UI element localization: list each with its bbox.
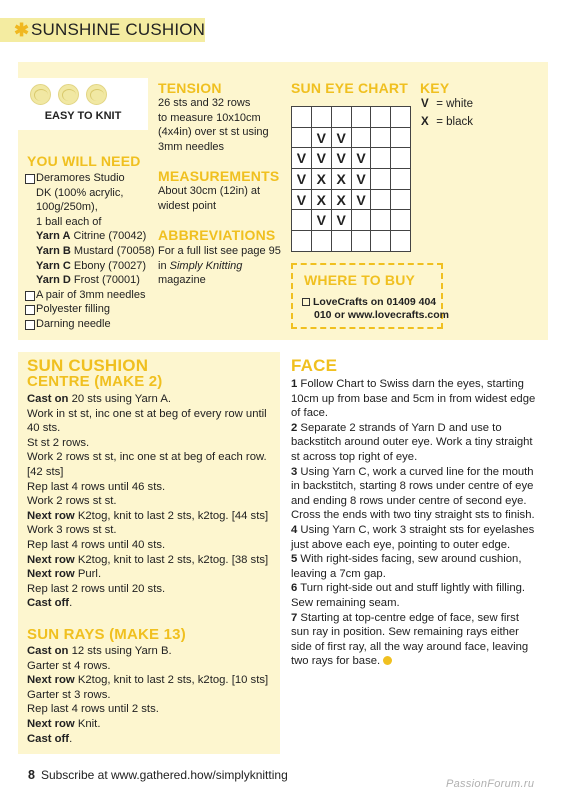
chart-cell <box>292 107 312 128</box>
chart-cell <box>371 210 391 231</box>
chart-cell: V <box>331 127 351 148</box>
chart-cell: X <box>311 169 331 190</box>
chart-cell <box>351 127 371 148</box>
face-instructions <box>291 377 546 669</box>
chart-cell <box>391 148 411 169</box>
chart-cell <box>371 189 391 210</box>
chart-row <box>292 148 411 169</box>
face-step-line: st across top right of eye. <box>291 450 418 463</box>
chart-cell <box>351 107 371 128</box>
instruction-line: Rep last 4 rows until 40 sts. <box>27 538 166 551</box>
face-step-line: and ending 8 rows under centre of second eye. <box>291 494 527 507</box>
measurements-text: About 30cm (12in) at widest point <box>158 185 261 212</box>
chart-cell <box>331 231 351 252</box>
instruction-line: Next row Knit. <box>27 717 101 730</box>
instruction-line: Work 3 rows st st. <box>27 524 117 537</box>
tension-text: 26 sts and 32 rows to measure 10x10cm (4x4in) over st st using 3mm needles <box>158 97 269 153</box>
abbreviations-text: For a full list see page 95 in Simply Knitting magazine <box>158 245 281 287</box>
chart-row <box>292 107 411 128</box>
yarn-item: Yarn A Citrine (70042) <box>36 230 147 243</box>
materials-item-cont: 1 ball each of <box>36 215 102 228</box>
chart-row <box>292 210 411 231</box>
chart-cell <box>371 148 391 169</box>
difficulty-label: EASY TO KNIT <box>44 110 122 122</box>
face-step-line: sun ray in position. Sew remaining rays either <box>291 626 519 639</box>
end-mark-icon <box>383 656 392 665</box>
key-heading: KEY <box>420 80 450 96</box>
chart-heading: SUN EYE CHART <box>291 80 408 96</box>
chart-cell: V <box>331 210 351 231</box>
where-to-buy-heading: WHERE TO BUY <box>304 272 416 288</box>
chart-cell <box>371 127 391 148</box>
chart-cell: V <box>351 169 371 190</box>
chart-row <box>292 231 411 252</box>
materials-list <box>25 171 155 332</box>
chart-cell <box>311 107 331 128</box>
sun-eye-chart <box>291 106 411 252</box>
face-step-line: side of first ray, all the way around face, leaving <box>291 640 529 653</box>
instruction-line: Cast on 12 sts using Yarn B. <box>27 645 172 657</box>
face-step-line: 2 Separate 2 strands of Yarn D and use to <box>291 421 502 434</box>
face-step-line: just above each eye, pointing to outer edge. <box>291 538 511 551</box>
sun-rays-heading: SUN RAYS (MAKE 13) <box>27 626 186 643</box>
instruction-line: [42 sts] <box>27 465 64 478</box>
yarn-ball-icon <box>86 84 107 105</box>
materials-item: Polyester filling <box>25 302 155 317</box>
chart-cell <box>351 231 371 252</box>
face-step-line: two rays for base. <box>291 654 546 669</box>
instruction-line: Cast on 20 sts using Yarn A. <box>27 393 172 405</box>
chart-cell: V <box>311 127 331 148</box>
chart-cell <box>371 107 391 128</box>
face-step-line: 6 Turn right-side out and stuff lightly with filling. <box>291 582 526 595</box>
instruction-line: Garter st 4 rows. <box>27 659 111 672</box>
step-number: 2 <box>291 421 298 434</box>
instruction-line: Cast off. <box>27 732 73 745</box>
chart-cell <box>351 210 371 231</box>
you-will-need-heading: YOU WILL NEED <box>27 153 141 169</box>
centre-subheading: CENTRE (MAKE 2) <box>27 373 163 390</box>
instruction-line: Next row Purl. <box>27 568 102 581</box>
chart-cell <box>371 231 391 252</box>
chart-cell: V <box>311 210 331 231</box>
materials-item: Deramores Studio <box>25 171 155 186</box>
face-step-line: Sew remaining seam. <box>291 596 400 609</box>
chart-cell <box>391 107 411 128</box>
step-number: 5 <box>291 553 298 566</box>
face-step-line: in backstitch, starting 8 rows under centre of eye <box>291 480 534 493</box>
key-entry: V = white <box>421 98 473 110</box>
face-step-line: 3 Using Yarn C, work a curved line for the mouth <box>291 465 534 478</box>
chart-cell: V <box>292 148 312 169</box>
chart-cell <box>331 107 351 128</box>
footer <box>28 768 288 782</box>
face-step-line: of face. <box>291 407 329 420</box>
chart-row <box>292 127 411 148</box>
sun-cushion-heading: SUN CUSHION <box>27 356 149 375</box>
chart-cell <box>292 210 312 231</box>
step-number: 1 <box>291 378 298 390</box>
instruction-line: Rep last 4 rows until 46 sts. <box>27 480 166 493</box>
face-step-line: leaving a 7cm gap. <box>291 567 386 580</box>
measurements-heading: MEASUREMENTS <box>158 168 280 184</box>
materials-item: Darning needle <box>25 317 155 332</box>
instruction-line: Work 2 rows st st, inc one st at beg of each row. <box>27 451 267 464</box>
materials-item-cont: 100g/250m), <box>36 201 98 214</box>
chart-cell: X <box>331 169 351 190</box>
step-number: 3 <box>291 465 298 478</box>
face-step-line: backstitch around outer eye. Work a tiny straight <box>291 436 533 449</box>
instruction-line: Next row K2tog, knit to last 2 sts, k2tog. [38 sts] <box>27 553 269 566</box>
instruction-line: Next row K2tog, knit to last 2 sts, k2tog. [10 sts] <box>27 674 269 687</box>
face-step-line: Cross the ends with two tiny straight sts to finish. <box>291 509 535 522</box>
page-title: SUNSHINE CUSHION <box>31 20 206 39</box>
magazine-title: Simply Knitting <box>169 259 243 272</box>
chart-cell <box>391 169 411 190</box>
instruction-line: Next row K2tog, knit to last 2 sts, k2tog. [44 sts] <box>27 509 269 522</box>
chart-row <box>292 169 411 190</box>
chart-cell: V <box>331 148 351 169</box>
face-step-line: 5 With right-sides facing, sew around cushion, <box>291 553 522 566</box>
yarn-item: Yarn D Frost (70001) <box>36 274 140 287</box>
instruction-line: Work 2 rows st st. <box>27 495 117 508</box>
chart-cell: V <box>351 148 371 169</box>
key-entry: X = black <box>421 116 473 128</box>
step-number: 6 <box>291 582 298 595</box>
chart-cell: X <box>331 189 351 210</box>
chart-cell: V <box>292 189 312 210</box>
yarn-item: Yarn C Ebony (70027) <box>36 259 147 272</box>
checkbox-icon <box>302 298 310 306</box>
instruction-line: Work in st st, inc one st at beg of every row until <box>27 407 267 420</box>
tension-heading: TENSION <box>158 80 222 96</box>
instruction-line: St st 2 rows. <box>27 436 90 449</box>
step-number: 7 <box>291 611 298 624</box>
chart-cell <box>311 231 331 252</box>
chart-cell <box>292 231 312 252</box>
abbreviations-heading: ABBREVIATIONS <box>158 227 276 243</box>
chart-cell <box>391 210 411 231</box>
page-number: 8 <box>28 768 35 782</box>
yarn-ball-icon <box>58 84 79 105</box>
chart-cell <box>371 169 391 190</box>
yarn-item: Yarn B Mustard (70058) <box>36 244 155 257</box>
instruction-line: Garter st 3 rows. <box>27 688 111 701</box>
face-step-line: 7 Starting at top-centre edge of face, sew first <box>291 611 519 624</box>
chart-cell <box>391 231 411 252</box>
star-icon: ✱ <box>14 20 30 40</box>
chart-cell: V <box>292 169 312 190</box>
instruction-line: 40 sts. <box>27 422 61 435</box>
chart-cell: V <box>351 189 371 210</box>
chart-key <box>421 95 473 131</box>
chart-row <box>292 189 411 210</box>
materials-item-cont: DK (100% acrylic, <box>36 186 124 199</box>
chart-cell <box>391 127 411 148</box>
yarn-ball-icon <box>30 84 51 105</box>
where-to-buy-text: LoveCrafts on 01409 404 010 or www.lovecrafts.com <box>302 296 449 322</box>
chart-cell <box>292 127 312 148</box>
chart-cell: V <box>311 148 331 169</box>
rays-instructions <box>27 644 277 746</box>
instruction-line: Rep last 4 rows until 2 sts. <box>27 703 159 716</box>
materials-item: A pair of 3mm needles <box>25 288 155 303</box>
face-step-line: 1 Follow Chart to Swiss darn the eyes, starting <box>291 378 524 390</box>
chart-cell <box>391 189 411 210</box>
instruction-line: Rep last 2 rows until 20 sts. <box>27 582 166 595</box>
face-heading: FACE <box>291 356 338 375</box>
chart-cell: X <box>311 189 331 210</box>
step-number: 4 <box>291 523 298 536</box>
face-step-line: 10cm up from base and 5cm in from widest edge <box>291 392 536 405</box>
centre-instructions <box>27 392 277 611</box>
face-step-line: 4 Using Yarn C, work 3 straight sts for eyelashes <box>291 523 535 536</box>
instruction-line: Cast off. <box>27 597 73 610</box>
subscribe-link[interactable]: Subscribe at www.gathered.how/simplyknitting <box>40 768 288 782</box>
watermark: PassionForum.ru <box>446 778 535 790</box>
